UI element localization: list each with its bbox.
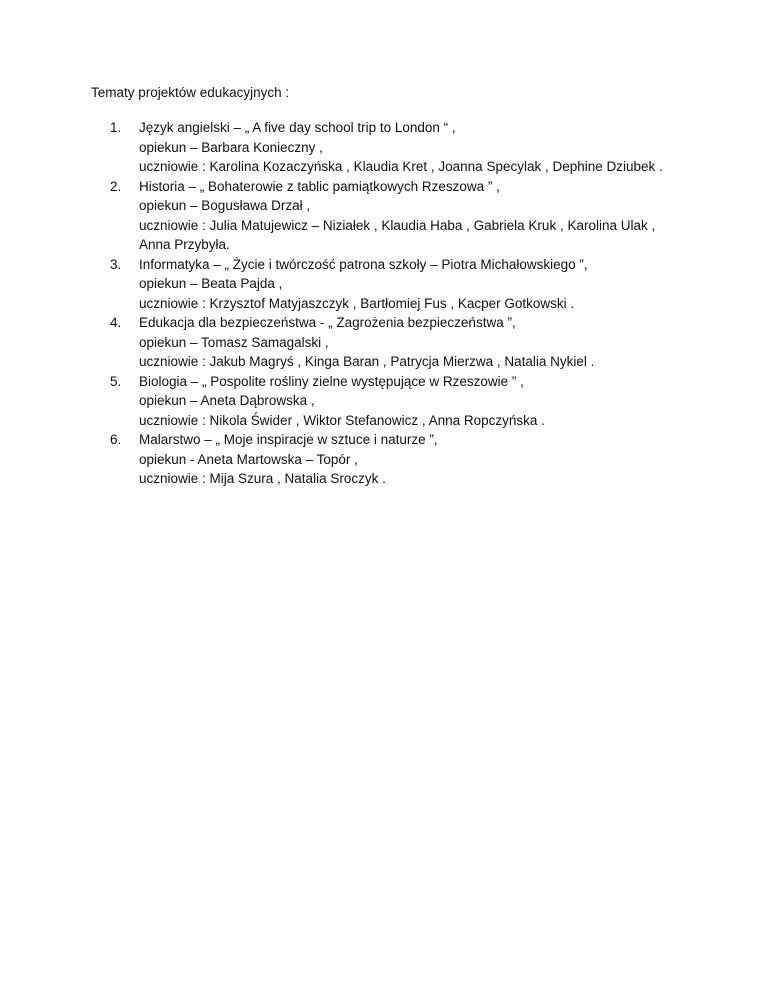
project-number: 1. bbox=[110, 120, 122, 135]
project-list bbox=[110, 118, 750, 489]
project-tutor: opiekun - Aneta Martowska – Topór , bbox=[139, 451, 358, 467]
project-item bbox=[110, 313, 750, 372]
project-item bbox=[110, 177, 750, 255]
document-heading: Tematy projektów edukacyjnych : bbox=[91, 85, 290, 100]
project-students: uczniowie : Mija Szura , Natalia Sroczyk . bbox=[139, 471, 386, 486]
project-title: Malarstwo – „ Moje inspiracje w sztuce i naturze ”, bbox=[139, 432, 438, 447]
project-students: uczniowie : Krzysztof Matyjaszczyk , Bartłomiej Fus , Kacper Gotkowski . bbox=[139, 295, 575, 311]
project-title: Informatyka – „ Życie i twórczość patrona szkoły – Piotra Michałowskiego ”, bbox=[139, 256, 588, 272]
project-item bbox=[110, 372, 750, 431]
project-title: Biologia – „ Pospolite rośliny zielne występujące w Rzeszowie ” , bbox=[139, 373, 524, 389]
project-title: Edukacja dla bezpieczeństwa - „ Zagrożenia bezpieczeństwa ”, bbox=[139, 315, 516, 330]
project-item bbox=[110, 430, 750, 489]
project-number: 4. bbox=[110, 315, 122, 330]
project-tutor: opiekun – Tomasz Samagalski , bbox=[139, 334, 329, 350]
project-students-continued: Anna Przybyła. bbox=[139, 237, 230, 252]
project-number: 2. bbox=[110, 178, 122, 194]
project-item bbox=[110, 118, 750, 177]
project-tutor: opiekun – Aneta Dąbrowska , bbox=[139, 393, 315, 408]
project-students: uczniowie : Karolina Kozaczyńska , Klaudia Kret , Joanna Specylak , Dephine Dziubek . bbox=[139, 159, 663, 174]
project-tutor: opiekun – Beata Pajda , bbox=[139, 276, 283, 291]
project-number: 3. bbox=[110, 256, 122, 272]
project-item bbox=[110, 255, 750, 314]
project-tutor: opiekun – Barbara Konieczny , bbox=[139, 139, 323, 155]
project-students: uczniowie : Julia Matujewicz – Niziałek , Klaudia Haba , Gabriela Kruk , Karolina Ulak , bbox=[139, 217, 656, 233]
project-title: Historia – „ Bohaterowie z tablic pamiątkowych Rzeszowa ” , bbox=[139, 178, 500, 194]
project-number: 5. bbox=[110, 373, 122, 389]
project-tutor: opiekun – Bogusława Drzał , bbox=[139, 198, 311, 213]
project-number: 6. bbox=[110, 432, 122, 447]
project-students: uczniowie : Jakub Magryś , Kinga Baran , Patrycja Mierzwa , Natalia Nykiel . bbox=[139, 354, 595, 369]
project-students: uczniowie : Nikola Świder , Wiktor Stefanowicz , Anna Ropczyńska . bbox=[139, 412, 545, 428]
project-title: Język angielski – „ A five day school trip to London “ , bbox=[139, 120, 456, 135]
